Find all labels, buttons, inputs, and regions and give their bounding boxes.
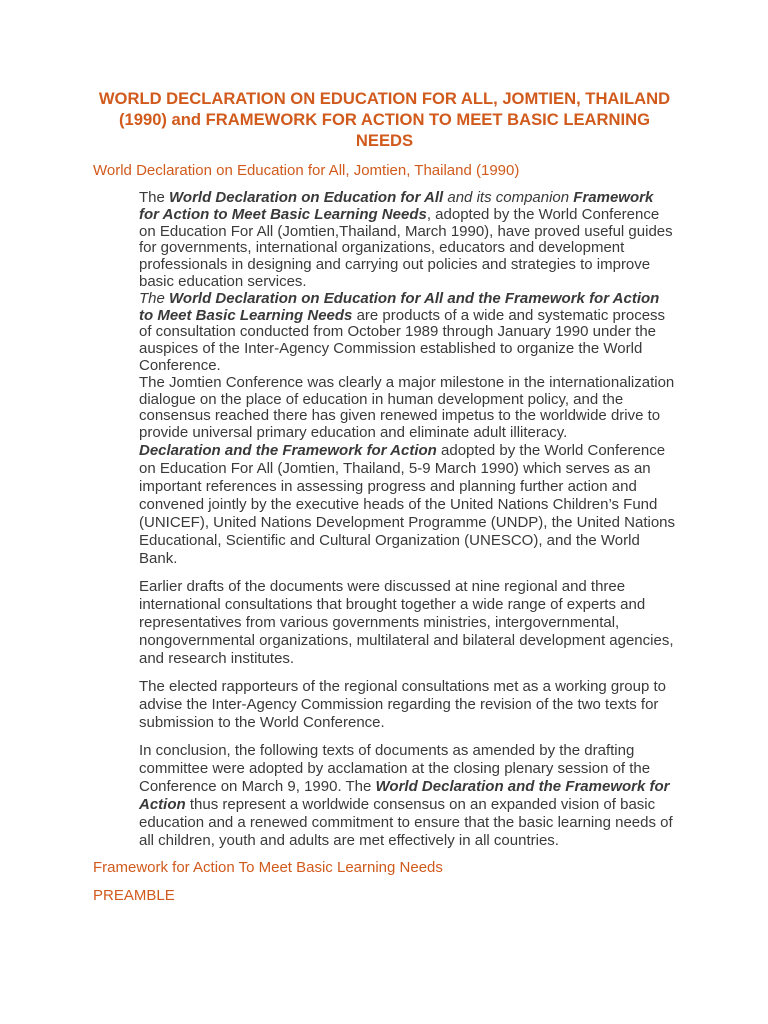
- emphasis-text: World Declaration and the Framework for Action: [139, 777, 670, 813]
- list-item: [93, 578, 676, 668]
- text-run: The: [139, 189, 170, 206]
- italic-text: and its companion: [443, 189, 574, 206]
- text-run: In conclusion, the following texts of documents as amended by the drafting committee were adopted by acclamation at the closing plenary session of the Conference on March 9, 1990. The: [139, 741, 651, 795]
- list-item: [93, 442, 676, 568]
- emphasis-text: World Declaration on Education for All: [169, 189, 444, 206]
- emphasis-text: Framework for Action to Meet Basic Learning Needs: [139, 189, 654, 223]
- section-heading-framework: Framework for Action To Meet Basic Learning Needs: [93, 858, 443, 876]
- list-item: [93, 190, 676, 291]
- emphasis-text: World Declaration on Education for All and the Framework for Action to Meet Basic Learning Needs: [139, 289, 660, 324]
- text-run: thus represent a worldwide consensus on an expanded vision of basic education and a renewed commitment to ensure that the basic learning needs of all children, youth and adults are met effectively in all countries.: [139, 795, 673, 849]
- section-heading-preamble: PREAMBLE: [93, 886, 175, 904]
- list-item: [93, 375, 676, 442]
- document-title: WORLD DECLARATION ON EDUCATION FOR ALL, JOMTIEN, THAILAND (1990) and FRAMEWORK FOR ACTION TO MEET BASIC LEARNING NEEDS: [98, 89, 671, 150]
- text-run: Earlier drafts of the documents were discussed at nine regional and three international consultations that brought together a wide range of experts and representatives from various governments ministries, intergovernmental, nongovernmental organizations, multilateral and bilateral development agencies, and research institutes.: [139, 577, 674, 667]
- text-run: The Jomtien Conference was clearly a major milestone in the internationalization dialogue on the place of education in human development policy, and the consensus reached there has given renewed impetus to the worldwide drive to provide universal primary education and eliminate adult illiteracy.: [139, 373, 675, 442]
- text-run: The elected rapporteurs of the regional consultations met as a working group to advise the Inter-Agency Commission regarding the revision of the two texts for submission to the World Conference.: [139, 677, 666, 731]
- list-item: [93, 291, 676, 375]
- bullet-list: [93, 190, 676, 850]
- text-run: adopted by the World Conference on Education For All (Jomtien, Thailand, 5-9 March 1990) which serves as an important references in assessing progress and planning further action and convened jointly by the executive heads of the United Nations Children’s Fund (UNICEF), United Nations Development Programme (UNDP), the United Nations Educational, Scientific and Cultural Organization (UNESCO), and the World Bank.: [139, 441, 676, 567]
- section-heading-declaration: World Declaration on Education for All, Jomtien, Thailand (1990): [93, 162, 520, 179]
- list-item: [93, 678, 676, 732]
- list-item: [93, 742, 676, 850]
- text-run: , adopted by the World Conference on Education For All (Jomtien,Thailand, March 1990), have proved useful guides for governments, international organizations, educators and development professionals in designing and carrying out policies and strategies to improve basic education services.: [139, 205, 673, 290]
- text-run: are products of a wide and systematic process of consultation conducted from October 1989 through January 1990 under the auspices of the Inter-Agency Commission established to organize the World Conference.: [139, 306, 666, 374]
- italic-text: The: [139, 289, 170, 307]
- emphasis-text: Declaration and the Framework for Action: [139, 441, 437, 459]
